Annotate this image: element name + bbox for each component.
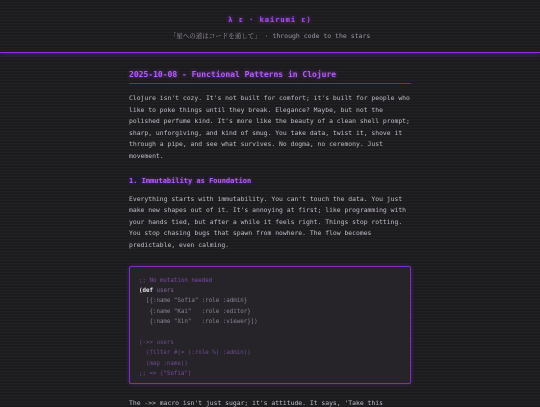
code-line: {:name "Kai" :role :editor} bbox=[139, 308, 251, 315]
code-block[interactable] bbox=[129, 266, 411, 384]
section-paragraph: Everything starts with immutability. You can't touch the data. You just make new shapes out of it. It's annoying at first; like programming with your hands tied, but after a while it feels right. Things stop rotting. You stop chasing bugs that spawn from nowhere. The flow becomes predictable, even calming. bbox=[129, 194, 407, 249]
post-intro-paragraph: Clojure isn't cozy. It's not built for comfort; it's built for people who like to poke things until they break. Elegance? Maybe, but not the polished perfume kind. It's more like the beauty of a clean shell prompt; sharp, unforgiving, and kind of smug. You take data, twist it, shove it through a pipe, and see what survives. No dogma, no ceremony. Just movement. bbox=[129, 94, 410, 160]
site-title[interactable]: λ ε · kairumi ε) bbox=[228, 16, 312, 24]
code-line: [{:name "Sofia" :role :admin} bbox=[139, 298, 248, 305]
code-keyword: (def bbox=[139, 287, 153, 294]
blog-post bbox=[129, 70, 411, 384]
site-header bbox=[0, 0, 540, 53]
code-line: (map :name)) bbox=[139, 360, 188, 367]
code-line: (filter #(= (:role %) :admin)) bbox=[139, 350, 251, 357]
section-heading-immutability: 1. Immutability as Foundation bbox=[129, 176, 252, 185]
code-line: {:name "Xin" :role :viewer}]) bbox=[139, 319, 258, 326]
code-result-comment: ;; => ("Sofia") bbox=[139, 371, 192, 378]
code-symbol: users bbox=[152, 287, 174, 294]
truncated-paragraph: The ->> macro isn't just sugar; it's attitude. It says, 'Take this bbox=[129, 399, 383, 407]
code-line: (->> users bbox=[139, 339, 174, 346]
site-tagline: 「星への道はコードを通して」 · through code to the stars bbox=[169, 32, 371, 40]
code-comment: ;; No mutation needed bbox=[139, 277, 213, 284]
post-title: 2025-10-08 - Functional Patterns in Clojure bbox=[129, 70, 411, 84]
